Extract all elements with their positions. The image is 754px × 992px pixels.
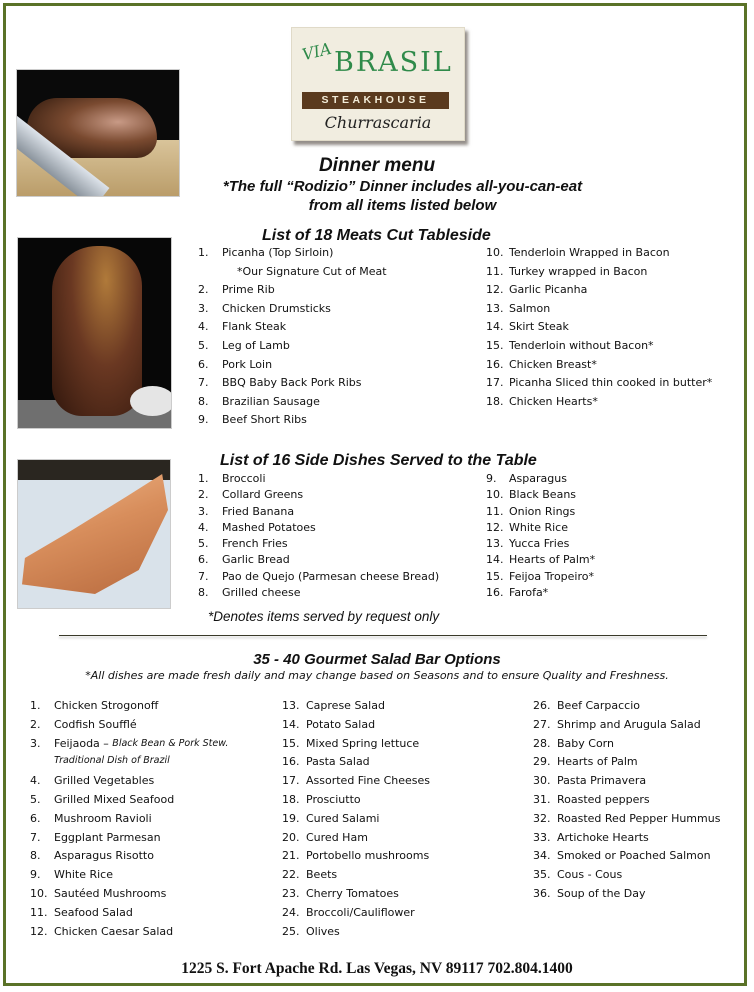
item-number: 24.	[282, 905, 300, 919]
item-number: 14.	[282, 717, 300, 731]
list-item	[282, 906, 430, 925]
list-item	[30, 812, 228, 831]
item-label: White Rice	[54, 868, 113, 882]
list-item	[486, 570, 595, 586]
item-label: White Rice	[509, 520, 568, 534]
item-number: 18.	[486, 394, 504, 408]
item-label: Mushroom Ravioli	[54, 811, 152, 825]
page-title: Dinner menu	[318, 155, 436, 176]
item-number: 15.	[282, 736, 300, 750]
item-number: 1.	[198, 472, 209, 485]
item-number: 33.	[533, 830, 551, 844]
list-item	[486, 320, 712, 339]
item-label: Broccoli	[222, 472, 266, 485]
list-item	[486, 283, 712, 302]
list-item	[198, 553, 439, 569]
item-number: 15.	[486, 569, 504, 583]
item-label: Roasted peppers	[557, 792, 650, 806]
list-item	[30, 849, 228, 868]
item-number: 7.	[198, 376, 209, 390]
item-label: Pork Loin	[222, 357, 273, 371]
list-item	[486, 472, 595, 488]
item-number: 13.	[486, 537, 504, 551]
item-label: Flank Steak	[222, 320, 287, 334]
item-number: 6.	[30, 811, 41, 825]
item-number: 8.	[198, 394, 209, 408]
item-number: 15.	[486, 338, 504, 352]
list-item	[198, 570, 439, 586]
meats-heading: List of 18 Meats Cut Tableside	[262, 227, 491, 244]
salmon-photo	[17, 459, 171, 609]
list-item	[282, 774, 430, 793]
item-label: Traditional Dish of Brazil	[54, 755, 170, 767]
sides-heading: List of 16 Side Dishes Served to the Table	[220, 452, 537, 469]
request-only-note: *Denotes items served by request only	[208, 609, 440, 624]
item-number: 2.	[198, 488, 209, 502]
item-label: Broccoli/Cauliflower	[306, 905, 415, 919]
item-number: 13.	[282, 699, 300, 712]
item-label: Pasta Salad	[306, 755, 370, 769]
item-number: 5.	[198, 537, 209, 551]
item-label: Cherry Tomatoes	[306, 886, 399, 900]
list-item	[533, 774, 720, 793]
list-item	[30, 793, 228, 812]
item-number: 12.	[486, 283, 504, 297]
item-number: 16.	[486, 357, 504, 371]
list-item	[486, 586, 595, 602]
item-number: 9.	[198, 413, 209, 427]
list-item	[533, 887, 720, 906]
item-label: Garlic Picanha	[509, 283, 588, 297]
item-label: Artichoke Hearts	[557, 830, 649, 844]
item-label: *Our Signature Cut of Meat	[237, 264, 387, 278]
list-item	[198, 488, 439, 504]
item-number: 11.	[486, 504, 504, 518]
list-item	[486, 339, 712, 358]
list-item	[533, 812, 720, 831]
item-label: Black Beans	[509, 488, 577, 502]
list-item	[282, 925, 430, 944]
list-item	[30, 868, 228, 887]
item-label: Shrimp and Arugula Salad	[557, 717, 701, 731]
item-number: 25.	[282, 924, 300, 938]
item-number: 7.	[30, 830, 41, 844]
item-number: 3.	[198, 504, 209, 518]
item-label: Pasta Primavera	[557, 774, 647, 788]
list-item	[198, 472, 439, 488]
item-label: Skirt Steak	[509, 320, 569, 334]
item-number: 28.	[533, 736, 551, 750]
skewered-meat-photo	[17, 237, 172, 429]
item-label: Grilled cheese	[222, 586, 301, 600]
sides-list-right	[486, 472, 595, 602]
item-number: 12.	[486, 520, 504, 534]
list-item	[198, 395, 387, 414]
item-label: Leg of Lamb	[222, 338, 290, 352]
item-label: Chicken Drumsticks	[222, 301, 331, 315]
salad-bar-note: *All dishes are made fresh daily and may change based on Seasons and to ensure Quality and Freshness.	[85, 669, 669, 682]
item-label: Smoked or Poached Salmon	[557, 849, 711, 863]
item-label: Tenderloin Wrapped in Bacon	[509, 246, 670, 259]
item-label: Prosciutto	[306, 792, 361, 806]
logo-steakhouse-bar: STEAKHOUSE	[302, 92, 449, 109]
item-number: 27.	[533, 717, 551, 731]
item-label: Potato Salad	[306, 717, 376, 731]
item-number: 6.	[198, 357, 209, 371]
list-item	[486, 358, 712, 377]
item-number: 9.	[486, 472, 497, 485]
item-number: 4.	[198, 320, 209, 334]
list-item	[198, 246, 387, 265]
item-label: Beef Carpaccio	[557, 699, 640, 712]
list-item	[486, 505, 595, 521]
item-label: Portobello mushrooms	[306, 849, 430, 863]
list-item	[282, 831, 430, 850]
item-number: 32.	[533, 811, 551, 825]
item-label: BBQ Baby Back Pork Ribs	[222, 376, 362, 390]
salad-list-col-3	[533, 699, 720, 906]
item-number: 10.	[486, 488, 504, 502]
item-label: Mashed Potatoes	[222, 520, 316, 534]
item-label: Turkey wrapped in Bacon	[509, 264, 648, 278]
list-item	[198, 505, 439, 521]
sides-list-left	[198, 472, 439, 602]
item-number: 11.	[486, 264, 504, 278]
item-label: Picanha (Top Sirloin)	[222, 246, 334, 259]
item-label: Olives	[306, 924, 340, 938]
list-item	[30, 906, 228, 925]
subtitle-line-2: from all items listed below	[308, 197, 497, 214]
item-label: Salmon	[509, 301, 551, 315]
list-item	[198, 320, 387, 339]
item-label: Garlic Bread	[222, 553, 290, 567]
list-item	[30, 774, 228, 793]
item-number: 5.	[198, 338, 209, 352]
list-item	[198, 521, 439, 537]
list-item	[486, 395, 712, 414]
item-number: 1.	[30, 699, 41, 712]
item-number: 6.	[198, 553, 209, 567]
item-number: 22.	[282, 868, 300, 882]
list-item	[282, 718, 430, 737]
feijoada-desc	[30, 755, 228, 774]
list-item	[282, 699, 430, 718]
item-label: Feijaoda –	[54, 736, 109, 750]
item-label: Cured Salami	[306, 811, 380, 825]
list-item	[282, 849, 430, 868]
item-label: Hearts of Palm	[557, 755, 638, 769]
item-number: 14.	[486, 320, 504, 334]
list-item	[198, 537, 439, 553]
list-item	[533, 699, 720, 718]
signature-note	[198, 265, 387, 284]
item-number: 29.	[533, 755, 551, 769]
item-label: Chicken Strogonoff	[54, 699, 159, 712]
item-number: 3.	[198, 301, 209, 315]
item-label: Chicken Breast*	[509, 357, 597, 371]
item-label: Yucca Fries	[509, 537, 570, 551]
salad-list-col-2	[282, 699, 430, 943]
item-label: Asparagus Risotto	[54, 849, 154, 863]
item-number: 8.	[198, 586, 209, 600]
item-number: 17.	[486, 376, 504, 390]
item-number: 34.	[533, 849, 551, 863]
item-number: 17.	[282, 774, 300, 788]
subtitle-line-1: *The full “Rodizio” Dinner includes all-you-can-eat	[222, 178, 583, 195]
list-item	[533, 718, 720, 737]
item-label: Caprese Salad	[306, 699, 385, 712]
item-number: 11.	[30, 905, 48, 919]
list-item	[486, 246, 712, 265]
list-item	[533, 793, 720, 812]
item-number: 23.	[282, 886, 300, 900]
list-item	[198, 586, 439, 602]
list-item	[486, 376, 712, 395]
item-label: Baby Corn	[557, 736, 614, 750]
item-label: Mixed Spring lettuce	[306, 736, 420, 750]
list-item	[30, 699, 228, 718]
list-item	[533, 849, 720, 868]
item-number: 5.	[30, 792, 41, 806]
item-number: 1.	[198, 246, 209, 259]
list-item	[282, 812, 430, 831]
item-label: Chicken Caesar Salad	[54, 924, 174, 938]
item-number: 4.	[30, 774, 41, 788]
meats-list-left	[198, 246, 387, 432]
item-number: 7.	[198, 569, 209, 583]
logo-brand: BRASIL	[334, 47, 453, 78]
item-number: 10.	[486, 246, 504, 259]
section-divider	[59, 635, 707, 636]
item-label: Farofa*	[509, 586, 549, 600]
item-label: Beets	[306, 868, 338, 882]
salad-bar-heading: 35 - 40 Gourmet Salad Bar Options	[253, 651, 501, 668]
salad-list-col-1	[30, 699, 228, 943]
item-label: Beef Short Ribs	[222, 413, 307, 427]
list-item	[198, 339, 387, 358]
list-item	[198, 283, 387, 302]
list-item	[486, 521, 595, 537]
item-number: 9.	[30, 868, 41, 882]
item-number: 18.	[282, 792, 300, 806]
item-number: 16.	[282, 755, 300, 769]
item-label: Black Bean & Pork Stew.	[112, 737, 229, 749]
item-label: Seafood Salad	[54, 905, 133, 919]
item-label: Fried Banana	[222, 504, 295, 518]
list-item	[486, 537, 595, 553]
item-label: Codfish Soufflé	[54, 717, 137, 731]
list-item	[486, 553, 595, 569]
item-number: 19.	[282, 811, 300, 825]
list-item	[198, 358, 387, 377]
list-item	[198, 413, 387, 432]
list-item	[533, 868, 720, 887]
list-item	[30, 737, 228, 756]
item-number: 13.	[486, 301, 504, 315]
item-label: Cous - Cous	[557, 868, 623, 882]
list-item	[486, 488, 595, 504]
item-label: Pao de Quejo (Parmesan cheese Bread)	[222, 569, 440, 583]
logo-script: Churrascaria	[324, 113, 432, 132]
item-label: Roasted Red Pepper Hummus	[557, 811, 721, 825]
item-label: Soup of the Day	[557, 886, 646, 900]
list-item	[533, 737, 720, 756]
footer-address: 1225 S. Fort Apache Rd. Las Vegas, NV 89117 702.804.1400	[181, 960, 573, 977]
item-label: Assorted Fine Cheeses	[306, 774, 431, 788]
list-item	[282, 755, 430, 774]
item-label: Hearts of Palm*	[509, 553, 596, 567]
item-number: 10.	[30, 886, 48, 900]
item-number: 4.	[198, 520, 209, 534]
item-number: 3.	[30, 736, 41, 750]
item-number: 35.	[533, 868, 551, 882]
item-number: 31.	[533, 792, 551, 806]
rodizio-subtitle	[0, 177, 754, 215]
item-number: 14.	[486, 553, 504, 567]
item-label: Eggplant Parmesan	[54, 830, 161, 844]
item-number: 2.	[198, 283, 209, 297]
item-label: Feijoa Tropeiro*	[509, 569, 595, 583]
list-item	[486, 265, 712, 284]
item-label: Prime Rib	[222, 283, 275, 297]
list-item	[486, 302, 712, 321]
list-item	[533, 755, 720, 774]
item-label: Asparagus	[509, 472, 567, 485]
list-item	[198, 302, 387, 321]
list-item	[30, 831, 228, 850]
item-number: 26.	[533, 699, 551, 712]
item-label: Brazilian Sausage	[222, 394, 320, 408]
item-number: 36.	[533, 886, 551, 900]
logo-via: VIA	[300, 38, 334, 65]
list-item	[282, 793, 430, 812]
list-item	[30, 925, 228, 944]
item-number: 8.	[30, 849, 41, 863]
item-number: 16.	[486, 586, 504, 600]
item-number: 12.	[30, 924, 48, 938]
item-label: French Fries	[222, 537, 288, 551]
list-item	[30, 718, 228, 737]
list-item	[282, 737, 430, 756]
item-label: Tenderloin without Bacon*	[509, 338, 654, 352]
item-number: 21.	[282, 849, 300, 863]
item-label: Collard Greens	[222, 488, 304, 502]
item-label: Grilled Vegetables	[54, 774, 155, 788]
list-item	[282, 887, 430, 906]
restaurant-logo	[291, 27, 465, 141]
item-label: Picanha Sliced thin cooked in butter*	[509, 376, 713, 390]
item-label: Grilled Mixed Seafood	[54, 792, 175, 806]
list-item	[282, 868, 430, 887]
item-label: Chicken Hearts*	[509, 394, 598, 408]
list-item	[198, 376, 387, 395]
list-item	[533, 831, 720, 850]
item-label: Sautéed Mushrooms	[54, 886, 167, 900]
meats-list-right	[486, 246, 712, 413]
item-number: 30.	[533, 774, 551, 788]
list-item	[30, 887, 228, 906]
item-label: Cured Ham	[306, 830, 368, 844]
item-number: 2.	[30, 717, 41, 731]
item-number: 20.	[282, 830, 300, 844]
item-label: Onion Rings	[509, 504, 576, 518]
